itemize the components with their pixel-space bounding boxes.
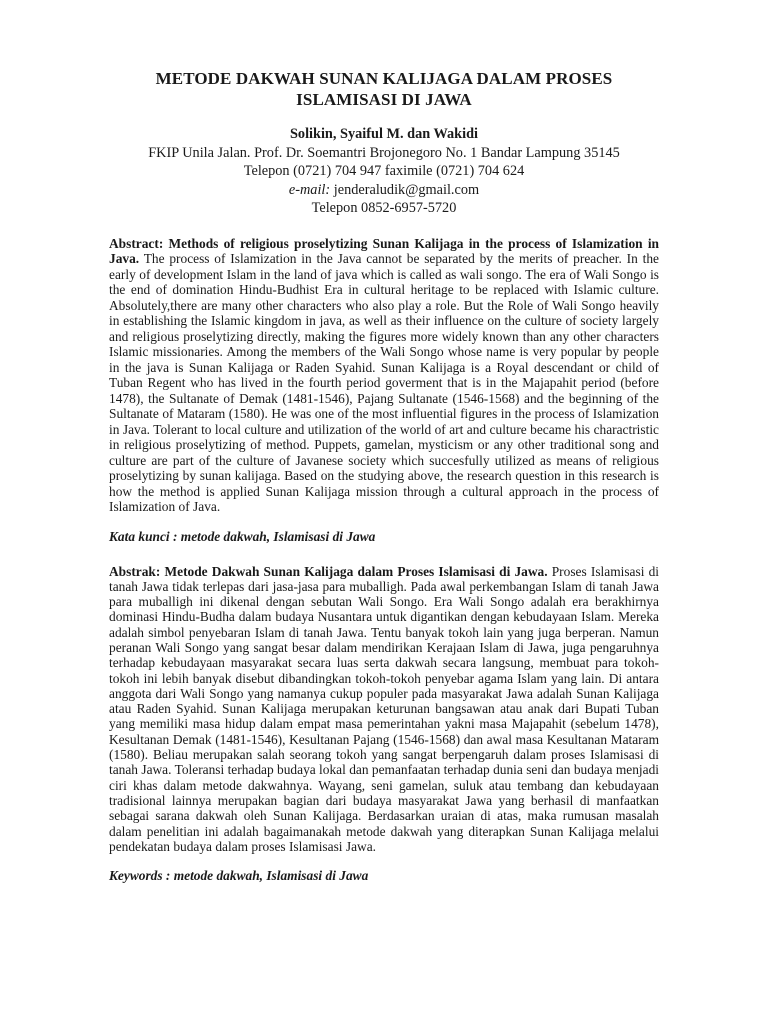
email-label: e-mail:	[288, 181, 331, 198]
keywords-english: Keywords : metode dakwah, Islamisasi di Jawa	[109, 867, 369, 883]
author-email-line	[109, 181, 659, 200]
author-names: Solikin, Syaiful M. dan Wakidi	[289, 126, 479, 142]
author-affiliation: FKIP Unila Jalan. Prof. Dr. Soemantri Brojonegoro No. 1 Bandar Lampung 35145	[148, 144, 620, 161]
title-line-2: ISLAMISASI DI JAWA	[296, 90, 472, 109]
author-phone-2: Telepon 0852-6957-5720	[311, 200, 457, 216]
abstract-english	[109, 236, 659, 515]
abstract-indonesian-lead: Abstrak: Metode Dakwah Sunan Kalijaga dalam Proses Islamisasi di Jawa.	[109, 563, 548, 579]
abstract-indonesian-body: Proses Islamisasi di tanah Jawa tidak terlepas dari jasa-jasa para muballigh. Pada awal perkembangan Islam di tanah Jawa para muballigh ini dikenal dengan sebutan Wali Songo. Era Wali Songo adalah era berakhirnya dominasi Hindu-Budha dalam budaya Nusantara untuk digantikan dengan kebudayaan Islam. Mereka adalah simbol penyebaran Islam di tanah Jawa. Tentu banyak tokoh lain yang juga berperan. Namun peranan Wali Songo yang sangat besar dalam mendirikan Kerajaan Islam di Jawa, juga pengaruhnya terhadap kebudayaan masyarakat secara luas serta dakwah secara langsung, membuat para tokoh-tokoh ini lebih banyak disebut dibandingkan tokoh-tokoh penyebar agama Islam yang lain. Di antara anggota dari Wali Songo yang namanya cukup populer pada masyarakat Jawa adalah Sunan Kalijaga atau Raden Syahid. Sunan Kalijaga merupakan keturunan bangsawan atau anak dari Bupati Tuban yang memiliki masa hidup dalam empat masa pemerintahan yakni masa Majapahit (sebelum 1478), Kesultanan Demak (1481-1546), Kesultanan Pajang (1546-1568) dan awal masa Kesultanan Mataram (1580). Beliau merupakan salah seorang tokoh yang sangat berpengaruh dalam proses Islamisasi di tanah Jawa. Toleransi terhadap budaya lokal dan pemanfaatan terhadap dunia seni dan budaya menjadi ciri khas dalam metode dakwahnya. Wayang, seni gamelan, suluk atau tembang dan kebudayaan tradisional lainnya merupakan bagian dari budaya masyarakat Jawa yang berhasil di manfaatkan sebagai sarana dakwah oleh Sunan Kalijaga. Berdasarkan uraian di atas, maka rumusan masalah dalam penelitian ini adalah bagaimanakah metode dakwah yang diterapkan Sunan Kalijaga melalui pendekatan budaya dalam proses Islamisasi Jawa.	[109, 563, 659, 854]
author-block	[109, 125, 659, 218]
keywords-indonesian: Kata kunci : metode dakwah, Islamisasi di Jawa	[109, 528, 376, 544]
author-phone-fax: Telepon (0721) 704 947 faximile (0721) 704 624	[243, 163, 525, 179]
abstract-indonesian	[109, 564, 659, 855]
title-line-1: METODE DAKWAH SUNAN KALIJAGA DALAM PROSES	[155, 69, 613, 88]
paper-title	[109, 0, 659, 110]
author-email: jenderaludik@gmail.com	[333, 181, 480, 198]
abstract-english-body: The process of Islamization in the Java cannot be separated by the merits of preacher. In the early of development Islam in the land of java which is called as wali songo. The era of Wali Songo is the end of domination Hindu-Budhist Era in cultural heritage to be replaced with Islamic culture. Absolutely,there are many other characters who also play a role. But the Role of Wali Songo heavily in establishing the Islamic kingdom in java, as well as their influence on the culture of society largely and religious proselytizing directly, making the figures more widely known than any other characters Islamic missionaries. Among the members of the Wali Songo whose name is very popular by people in the java is Sunan Kalijaga or Raden Syahid. Sunan Kalijaga is a Royal descendant or child of Tuban Regent who has lived in the fourth period goverment that is in the Majapahit period (before 1478), the Sultanate of Demak (1481-1546), Pajang Sultanate (1546-1568) and the beginning of the Sultanate of Mataram (1580). He was one of the most influential figures in the process of Islamization in Java. Tolerant to local culture and utilization of the world of art and culture became his charactristic in religious proselytizing of method. Puppets, gamelan, mysticism or any other traditional song and culture are part of the culture of Javanese society which succesfully utilized as means of religious proselytizing by sunan kalijaga. Based on the studying above, the research question in this research is how the method is applied Sunan Kalijaga mission through a cultural approach in the process of Islamization of Java.	[109, 251, 660, 514]
abstract-english-lead: Abstract: Methods of religious proselytizing Sunan Kalijaga in the process of Islamization in Java.	[109, 235, 659, 266]
